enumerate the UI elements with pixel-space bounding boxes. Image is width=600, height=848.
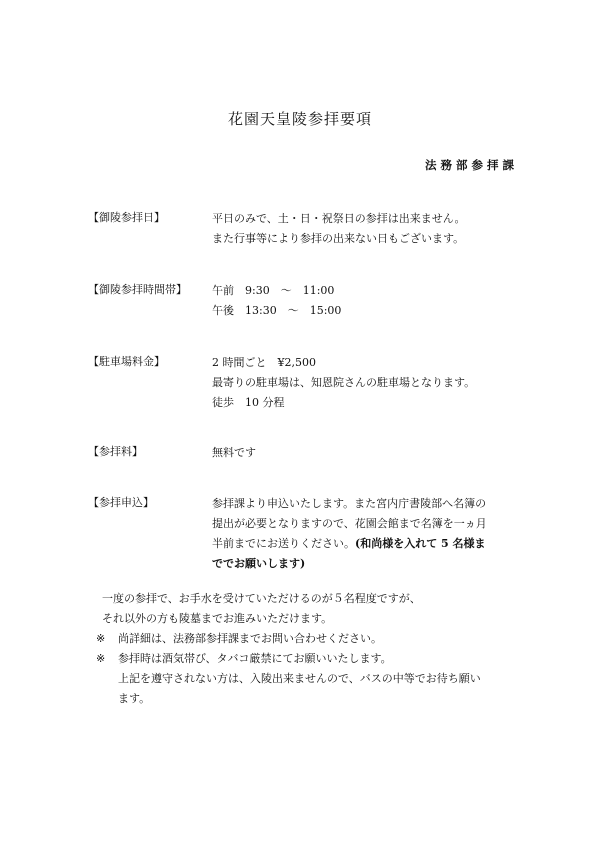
section-body [212, 209, 532, 249]
section-body [212, 353, 532, 413]
section-line: 最寄りの駐車場は、知恩院さんの駐車場となります。 [212, 376, 476, 389]
section-line [212, 534, 532, 554]
section-label: 【御陵参拝日】 [88, 211, 165, 224]
section-body [212, 443, 532, 463]
section-line: 提出が必要となりますので、花園会館まで名簿を一ヵ月 [212, 517, 487, 530]
note-text: 尚詳細は、法務部参拝課までお問い合わせください。 [118, 632, 382, 645]
section-line: 徒歩 10 分程 [212, 396, 285, 409]
section-label: 【参拝料】 [88, 445, 143, 458]
note-item [96, 629, 516, 649]
reference-mark-icon: ※ [96, 632, 106, 645]
note-line: 一度の参拝で、お手水を受けていただけるのが５名程度ですが、 [102, 592, 421, 605]
note-line: ます。 [118, 692, 151, 705]
bold-note: (和尚様を入れて 5 名様ま [355, 537, 486, 550]
section-line: 午前 9:30 ～ 11:00 [212, 284, 335, 297]
section-line-text: 半前までにお送りください。 [212, 537, 355, 550]
bold-note-continued: ででお願いします) [212, 557, 306, 570]
section-label: 【参拝申込】 [88, 496, 154, 509]
section-line: 2 時間ごと ¥2,500 [212, 356, 316, 369]
reference-mark-icon: ※ [96, 652, 106, 665]
note-text: 参拝時は酒気帯び、タバコ厳禁にてお願いいたします。 [118, 652, 392, 665]
section-body [212, 494, 532, 574]
section-body [212, 281, 532, 321]
section-label: 【駐車場料金】 [88, 355, 165, 368]
note-line: 上記を遵守されない方は、入陵出来ませんので、バスの中等でお待ち願い [118, 672, 481, 685]
notes [96, 589, 516, 709]
page-title: 花園天皇陵参拝要項 [227, 110, 372, 128]
department-name: 法務部参拝課 [425, 158, 518, 172]
section-label: 【御陵参拝時間帯】 [88, 283, 187, 296]
section-line: 平日のみで、土・日・祝祭日の参拝は出来ません。 [212, 212, 466, 225]
note-line: それ以外の方も陵墓までお進みいただけます。 [102, 612, 333, 625]
section-line: 無料です [212, 446, 256, 459]
note-item [96, 649, 516, 669]
section-line: 午後 13:30 ～ 15:00 [212, 304, 342, 317]
section-line: また行事等により参拝の出来ない日もございます。 [212, 232, 465, 245]
section-line: 参拝課より申込いたします。また宮内庁書陵部へ名簿の [212, 497, 487, 510]
